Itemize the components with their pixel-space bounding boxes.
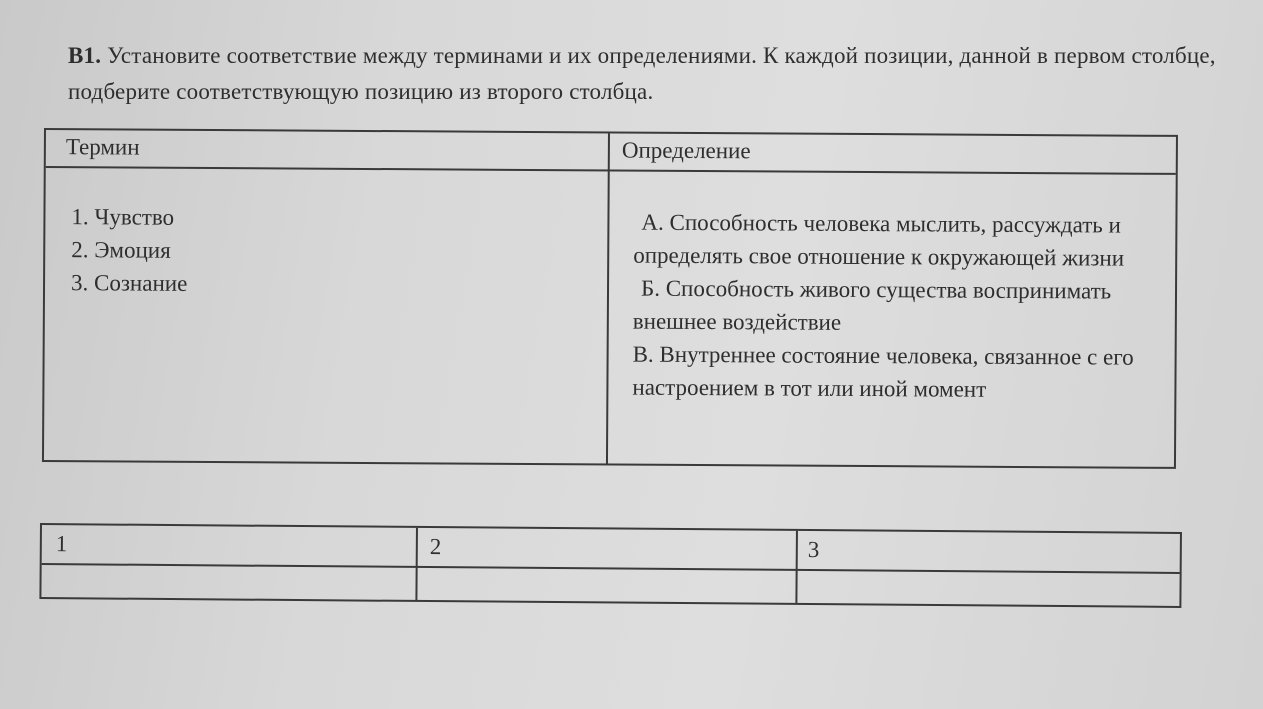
definition-item: А. Способность человека мыслить, рассуждать и определять свое отношение к окружающей жизни [633,209,1125,271]
header-definition: Определение [621,137,751,164]
terms-list [71,200,188,300]
matching-table [42,128,1178,469]
answer-cell-2[interactable] [417,568,793,605]
task-number: B1. [68,43,102,68]
term-item: 3. Сознание [70,270,188,296]
table-column-divider [606,133,610,463]
answer-cell-1[interactable] [41,565,413,602]
header-term: Термин [65,134,140,160]
task-text: Установите соответствие между терминами и их определениями. К каждой позиции, данной в первом столбце, подберите соответствующую позицию из второго столбца. [68,43,1216,104]
table-header-divider [46,166,1176,175]
definition-item: В. Внутреннее состояние человека, связанное с его настроением в тот или иной момент [632,341,1134,402]
definitions-list [632,206,1153,407]
answer-header-3: 3 [807,537,820,563]
task-statement [68,38,1258,110]
term-item: 1. Чувство [71,204,175,230]
term-item: 2. Эмоция [71,237,171,263]
definition-item: Б. Способность живого существа воспринимать внешнее воздействие [632,275,1112,335]
answer-header-2: 2 [429,534,442,560]
answer-header-1: 1 [55,531,68,557]
answer-cell-3[interactable] [797,571,1179,608]
answer-table [39,523,1182,608]
